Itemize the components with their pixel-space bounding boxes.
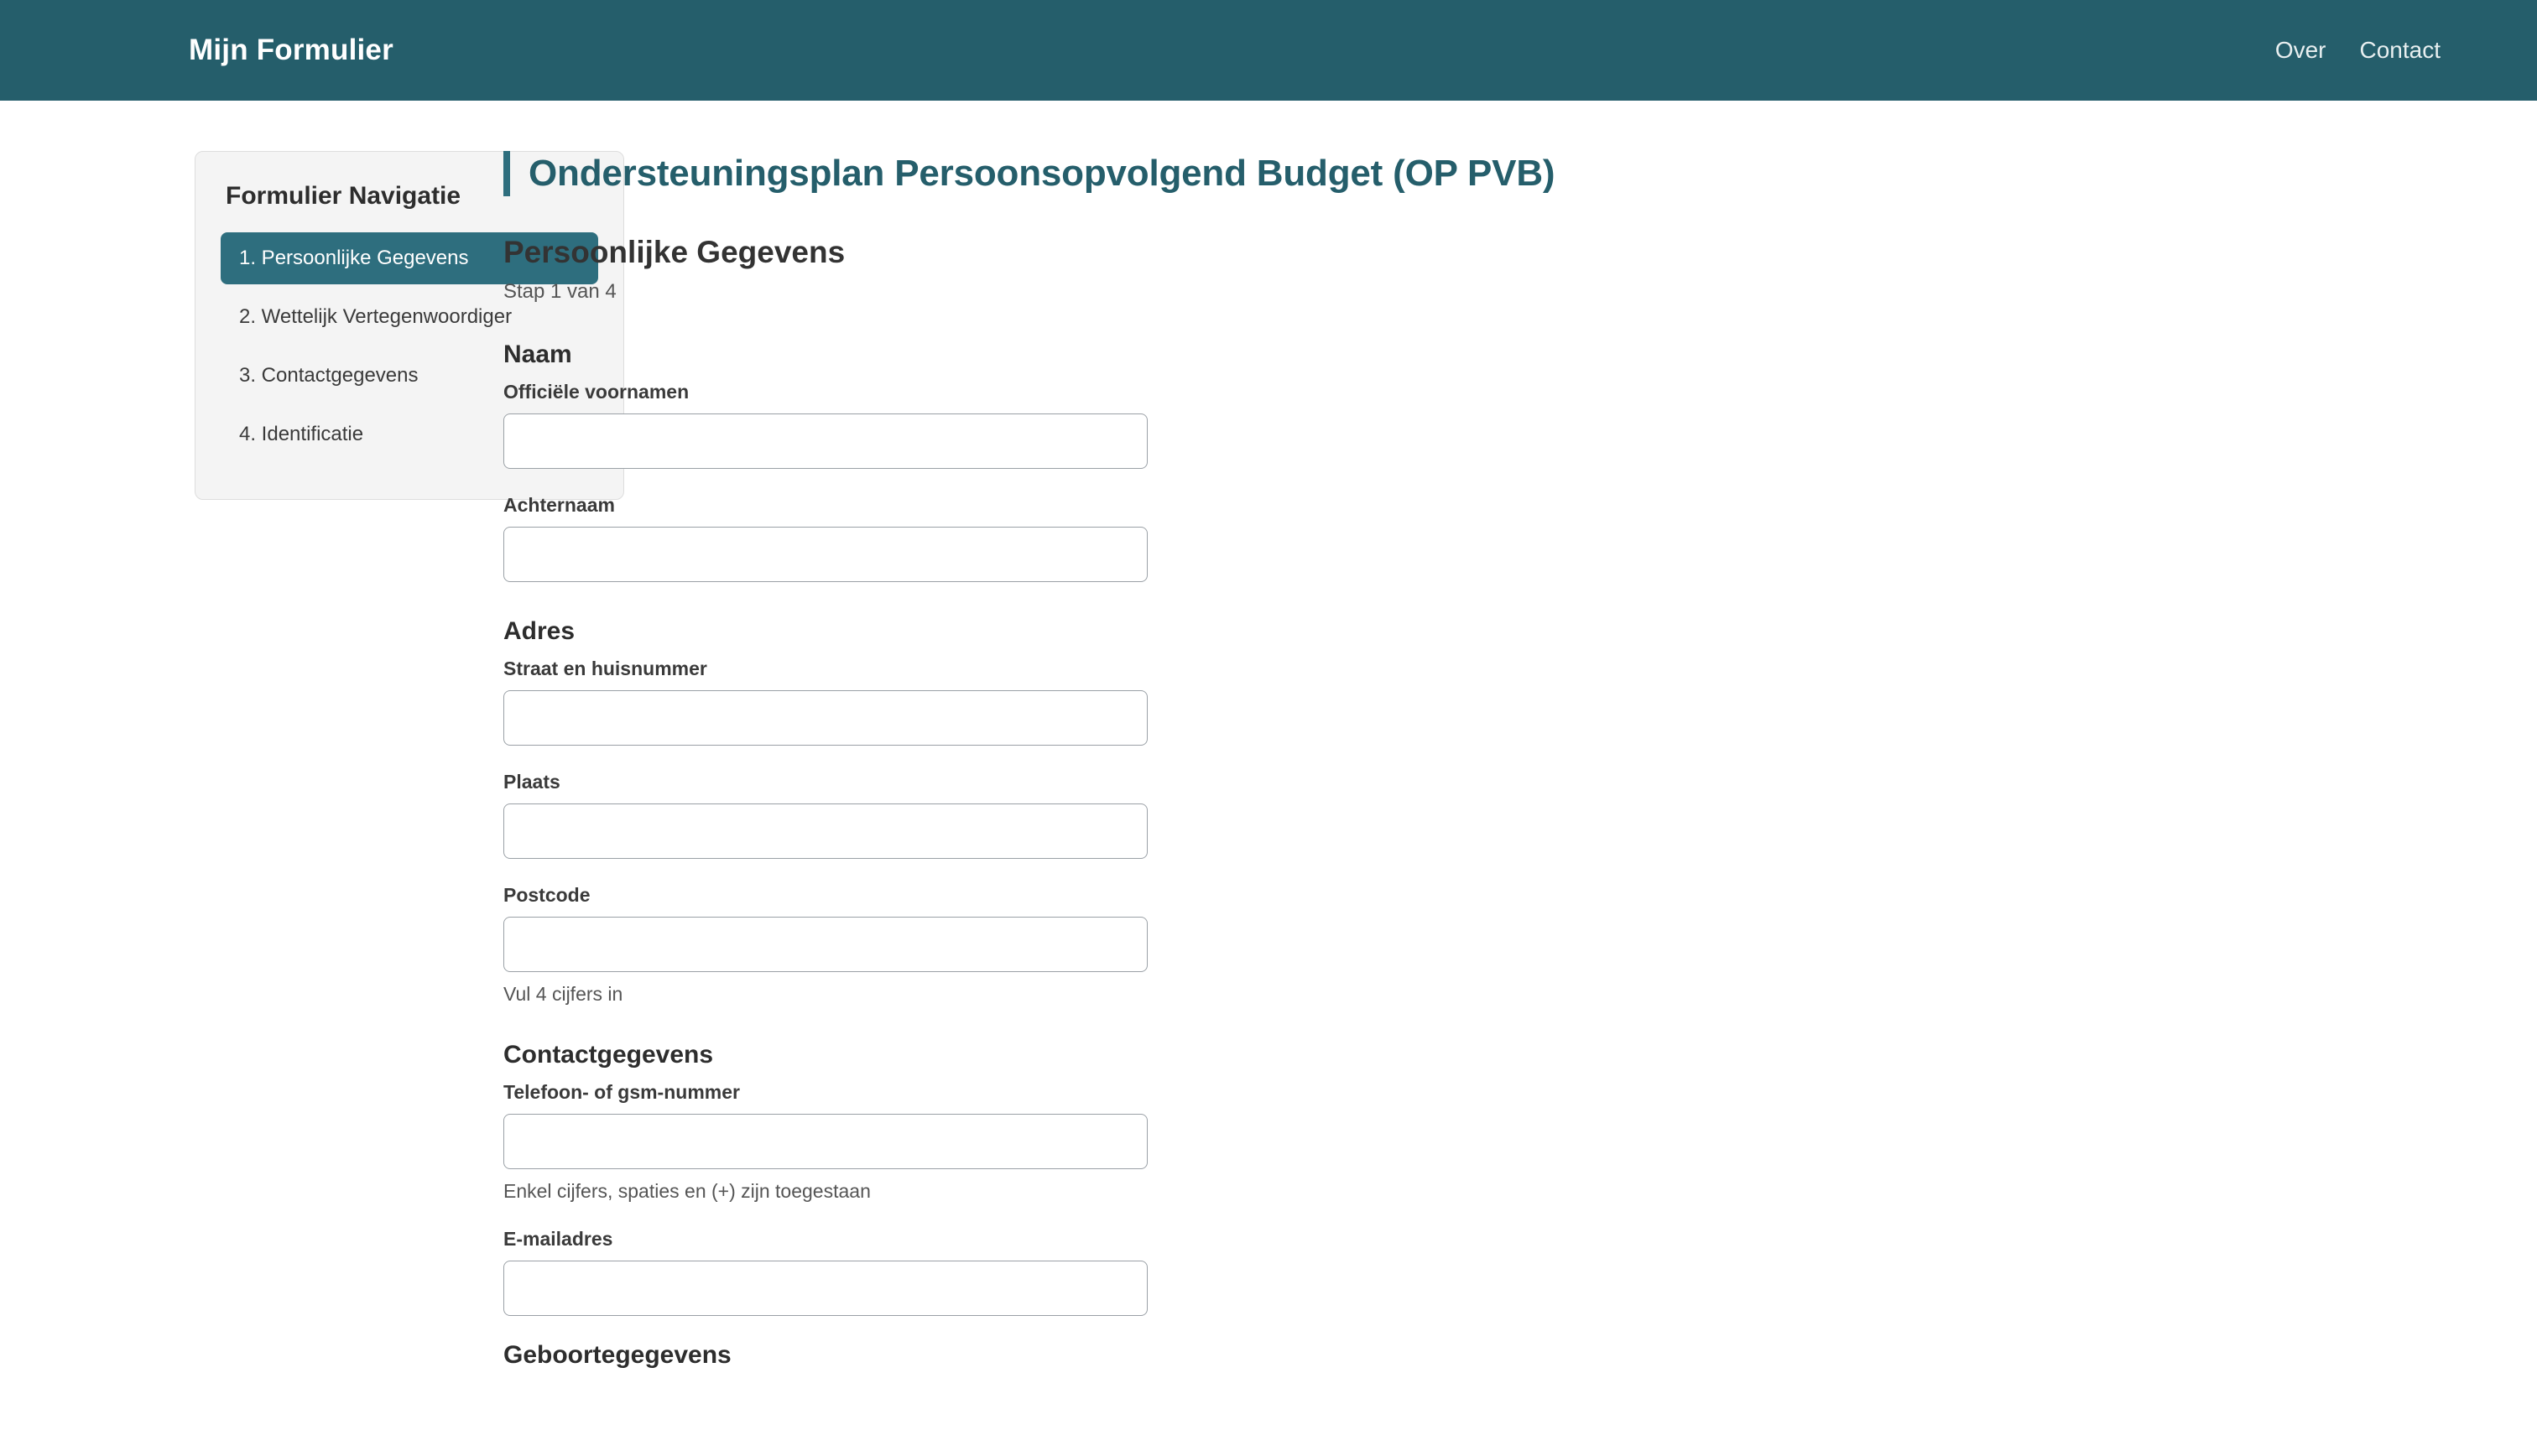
nav-link-over[interactable]: Over bbox=[2274, 37, 2326, 63]
input-straat[interactable] bbox=[503, 690, 1148, 746]
sidebar-title: Formulier Navigatie bbox=[226, 182, 461, 210]
navbar-links bbox=[2275, 37, 2441, 64]
input-email[interactable] bbox=[503, 1261, 1148, 1316]
label-voornamen: Officiële voornamen bbox=[503, 381, 690, 403]
field-voornamen bbox=[503, 381, 2248, 469]
main-content bbox=[503, 151, 2349, 1375]
input-plaats[interactable] bbox=[503, 803, 1148, 859]
section-title-contactgegevens: Contactgegevens bbox=[503, 1041, 714, 1069]
label-postcode: Postcode bbox=[503, 884, 591, 906]
sidebar-item-persoonlijke-gegevens[interactable]: 1. Persoonlijke Gegevens bbox=[221, 232, 598, 284]
top-navbar bbox=[0, 0, 2537, 101]
sidebar-item-wettelijk-vertegenwoordiger[interactable]: 2. Wettelijk Vertegenwoordiger bbox=[239, 305, 513, 328]
field-plaats bbox=[503, 771, 2248, 859]
section-title-adres: Adres bbox=[503, 617, 576, 645]
section-title-naam: Naam bbox=[503, 341, 572, 368]
field-postcode bbox=[503, 884, 2248, 1006]
label-achternaam: Achternaam bbox=[503, 494, 615, 516]
label-email: E-mailadres bbox=[503, 1228, 613, 1250]
label-telefoon: Telefoon- of gsm-nummer bbox=[503, 1081, 740, 1103]
brand-title: Mijn Formulier bbox=[189, 34, 393, 66]
section-title-geboortegegevens-partial bbox=[503, 1341, 2248, 1375]
field-straat bbox=[503, 658, 2248, 746]
label-straat: Straat en huisnummer bbox=[503, 658, 707, 679]
input-postcode[interactable] bbox=[503, 917, 1148, 972]
sidebar-column bbox=[0, 151, 513, 500]
section-title-geboortegegevens: Geboortegegevens bbox=[503, 1341, 732, 1369]
input-telefoon[interactable] bbox=[503, 1114, 1148, 1169]
field-email bbox=[503, 1228, 2248, 1316]
label-plaats: Plaats bbox=[503, 771, 560, 793]
field-telefoon bbox=[503, 1081, 2248, 1203]
input-voornamen[interactable] bbox=[503, 413, 1148, 469]
sidebar-item-contactgegevens[interactable]: 3. Contactgegevens bbox=[239, 364, 419, 387]
step-title: Persoonlijke Gegevens bbox=[503, 235, 846, 269]
nav-link-contact[interactable]: Contact bbox=[2359, 37, 2441, 63]
hint-postcode: Vul 4 cijfers in bbox=[503, 983, 623, 1005]
sidebar-item-identificatie[interactable]: 4. Identificatie bbox=[239, 423, 364, 445]
page-title bbox=[503, 151, 2248, 196]
field-achternaam bbox=[503, 494, 2248, 582]
step-counter: Stap 1 van 4 bbox=[503, 280, 617, 303]
title-accent-bar bbox=[503, 151, 510, 196]
hint-telefoon: Enkel cijfers, spaties en (+) zijn toegestaan bbox=[503, 1180, 871, 1202]
page-body bbox=[0, 101, 2537, 1375]
input-achternaam[interactable] bbox=[503, 527, 1148, 582]
form-title-text: Ondersteuningsplan Persoonsopvolgend Budget (OP PVB) bbox=[529, 153, 1555, 194]
